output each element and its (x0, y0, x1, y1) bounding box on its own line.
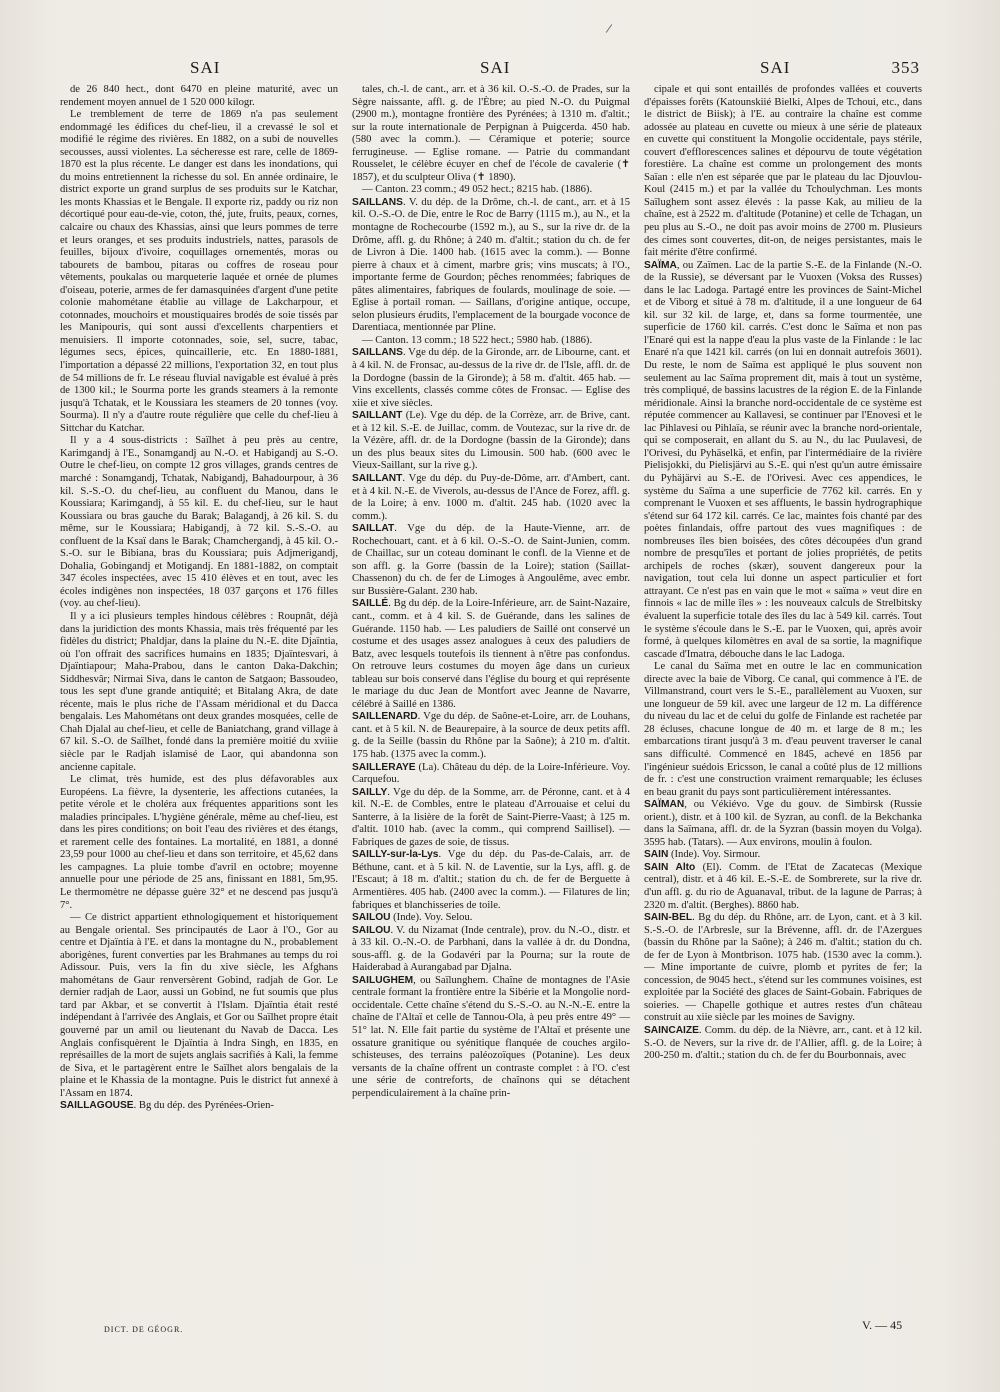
paragraph: SAILLAT. Vge du dép. de la Haute-Vienne, arr. de Rochechouart, cant. et à 6 kil. O.-S.-O. de Saint-Junien, comm. de Chaillac, sur un coteau dominant le confl. de la Vienne et de son affl. g. la Gorre (bassin de la Loire); station (Saillat-Chassenon) du ch. de fer de Limoges à Angoulême, avec embr. sur Bussière-Galant. 230 hab. (352, 523, 630, 597)
paragraph: SAILLANS. V. du dép. de la Drôme, ch.-l. de cant., arr. et à 15 kil. O.-S.-O. de Die, entre le Roc de Barry (1115 m.), au N., et la montagne de Rochecourbe (1592 m.), au S., sur la rive dr. de la Drôme, affl. g. du Rhône; à 240 m. d'altit.; station du ch. de fer de Livron à Die. 1400 hab. (1615 avec la comm.). — Bonne pierre à chaux et à ciment, marbre gris; vins muscats; à l'O., importante ferme de Gourdon; pêches renommées; fabriques de pâtes alimentaires, fabriques de foulards, moulinage de soie. — Eglise à portail roman. — Saillans, d'origine antique, occupe, selon plusieurs érudits, l'emplacement de la bourgade voconce de Darentiaca, mentionnée par Pline. (352, 196, 630, 334)
paragraph: SAILLÉ. Bg du dép. de la Loire-Inférieure, arr. de Saint-Nazaire, cant., comm. et à 4 kil. S. de Guérande, dans les salines de Guérande. 1150 hab. — Les paludiers de Saillé ont conservé un costume et des usages assez analogues à ceux des paludiers de Batz, avec lesquels toutefois ils tiennent à n'être pas confondus. On retrouve leurs costumes du moyen âge dans un curieux tableau sur bois conservé dans l'église du bourg et qui représente le mariage du duc Jean de Montfort avec Jeanne de Navarre, célébré à Saillé en 1386. (352, 598, 630, 710)
header-left-word: SAI (190, 58, 221, 77)
entry-headword: SAILLENARD (352, 711, 418, 723)
paragraph: SAÏMA, ou Zaïmen. Lac de la partie S.-E. de la Finlande (N.-O. de la Russie), se déversant par le Vuoxen (Voksa des Russes) dans le lac Ladoga. Partagé entre les provinces de Saint-Michel et de Viborg et situé à 78 m. d'altitude, il a une longueur de 64 kil. sur 32 kil. de large, et, dans sa forme tourmentée, une superficie de 1760 kil. carrés. C'est donc le Saïma et non pas l'Enaré qui est la nappe d'eau la plus vaste de la Finlande : le lac Enaré n'a que 1421 kil. carrés (on lui en donnait autrefois 3601). Du reste, le nom de Saïma est appliqué le plus souvent non seulement au lac Saïma proprement dit, mais à tout un système, très compliqué, de bassins lacustres de la région E. de la Finlande méridionale. Ainsi la branche nord-occidentale de ce système est réputée commencer au Kallavesi, se continuer par l'Enovesi et le lac Pihlavesi ou Pihlaïa, se réunir avec la branche nord-orientale, qui se composerait, en allant du S. au N., du lac Puulavesi, de l'Orivesi, du Pyhäselkä, et enfin, par l'intermédiaire de la rivière Pielisjokki, du Pielisjärvi au S.-E. qui n'est qu'un autre émissaire du Pyhäjärvi au S.-E. de l'Orivesi. Avec ces appendices, le système du Saïma a une superficie de 7762 kil. carrés. En y comprenant le Vuoxen et ses affluents, le bassin hydrographique s'étend sur 64 172 kil. carrés. Ce lac, maintes fois chanté par des poètes finlandais, offre partout des vues magnifiques : de nombreuses îles bien boisées, des côtes découpées d'un grand nombre de presqu'îles et portant de jolies propriétés, de petits archipels de roches (skær), souvent dangereux pour la navigation, tout cela lui donne un aspect particulier et fort attrayant. Ce n'est pas en vain que le mot « saïma » veut dire en finnois « lac de mille îles » : les nouveaux calculs de Strelbitsky évaluent la superficie totale des îles du lac à 549 kil. carrés. Tout le système s'écoule dans le S.-E. par le Vuoxen, qui, après avoir formé, à quelques kilomètres en aval de sa sortie, la magnifique cascade d'Imatra, débouche dans le lac Ladoga. (644, 259, 922, 660)
paragraph: SAILLAGOUSE. Bg du dép. des Pyrénées-Orien- (60, 1100, 274, 1112)
paragraph: tales, ch.-l. de cant., arr. et à 36 kil. O.-S.-O. de Prades, sur la Sègre naissante, affl. g. de l'Èbre; au pied N.-O. du Puigmal (2900 m.), montagne frontière des Pyrénées; à 1310 m. d'altit.; sur la route internationale de Perpignan à Puigcerda. 450 hab. (580 avec la comm.). — Céramique et poterie; source ferrugineuse. — Eglise romane. — Patrie du commandant Rousselet, le célèbre écuyer en chef de l'école de cavalerie (✝ 1857), et du sculpteur Oliva (✝ 1890). (352, 84, 630, 183)
paragraph: Le canal du Saïma met en outre le lac en communication directe avec la baie de Viborg. Ce canal, qui commence à l'E. de Villmanstrand, court vers le S.-E., parallèlement au Vuoxen, sur une longueur de 59 kil. avec une largeur de 12 m. La différence du niveau du lac et de celui du golfe de Finlande est rachetée par 28 écluses, chacune longue de 40 m. et large de 8 m.; les embarcations tirant jusqu'à 3 m. d'eau peuvent traverser le canal sans difficulté. Commencé en 1845, achevé en 1856 par l'ingénieur suédois Ericsson, le canal a coûté plus de 12 millions de fr. : c'est une construction vraiment remarquable; les écluses en beau granit du pays sont particulièrement intéressantes. (644, 661, 922, 798)
paragraph: Le tremblement de terre de 1869 n'a pas seulement endommagé les édifices du chef-lieu, il a crevassé le sol et modifié le régime des rivières. En 1882, on a subi de nouvelles secousses, aussi violentes. La sécheresse est rare, celle de 1869-1870 est la plus récente. Le danger est dans les inondations, qui du moins entretiennent la richesse du sol. En année ordinaire, le district exporte un grand surplus de ses produits sur le Katchar, les monts Khassias et le Bengale. Il exporte riz, paddy ou riz non décortiqué pour eau-de-vie, coton, thé, jute, fruits, peaux, cornes, calcaire ou chaux des Khassias, ainsi que leurs pommes de terre et leurs oranges, et ses produits industriels, nattes, parasols de feuilles, bijoux d'ivoire, coquillages ornementés, moras ou tabourets de bambou, pitaras ou coffres de roseau pour vêtements, poukalas ou marqueterie laquée et ornée de plumes d'oiseau, poterie, armes de fer damasquinées d'argent d'une petite colonie mahométane établie au village de Lakcharpour, et cotonnades, mouchoirs et moustiquaires brodés de soie tissés par les Manipouris, qui sont aussi d'excellents charpentiers et menuisiers. Il importe cotonnades, soie, sel, sucre, tabac, légumes secs, épices, quincaillerie, etc. En 1880-1881, l'importation a dépassé 22 millions, l'exportation 32, en tout plus de 54 millions de fr. Le réseau fluvial navigable est évalué à près de 1300 kil.; le Sourma porte les grands steamers à la remonte jusqu'à Tchatak, et le Koussiara les steamers de 20 tonnes (voy. Sourma). Il n'y a d'autre route régulière que celle du chef-lieu à Sittchar du Katchar. (60, 109, 338, 434)
text-columns (60, 84, 926, 1316)
paragraph: SAIN (Inde). Voy. Sirmour. (644, 849, 761, 861)
running-header (60, 58, 920, 82)
entry-headword: SAIN (644, 849, 669, 861)
paragraph: SAILUGHEM, ou Saïlunghem. Chaîne de montagnes de l'Asie centrale formant la frontière entre la Sibérie et la Mongolie nord-occidentale. Cette chaîne s'étend du S.-S.-O. au N.-N.-E. entre la chaîne de l'Altaï et celle de Tannou-Ola, à peu près entre 49° — 51° lat. N. Elle fait partie du système de l'Altaï et présente une ossature granitique ou syénitique flanquée de couches argilo-schisteuses, des terrains paléozoïques (Potanine). Les deux versants de la chaîne offrent un contraste complet : à l'O. c'est une série de contreforts, de chaînons qui se détachent perpendiculairement à la chaîne prin- (352, 974, 630, 1099)
pencil-mark (606, 24, 613, 33)
column-3 (644, 84, 922, 1316)
entry-headword: SAILLY-sur-la-Lys (352, 849, 439, 861)
entry-headword: SAILLAT (352, 523, 395, 535)
paragraph: — Canton. 13 comm.; 18 522 hect.; 5980 hab. (1886). (362, 334, 593, 346)
footer-volume-sheet: V. — 45 (862, 1318, 903, 1332)
paragraph: SAILLERAYE (La). Château du dép. de la Loire-Inférieure. Voy. Carquefou. (352, 761, 630, 786)
entry-headword: SAILLANS (352, 196, 403, 208)
paragraph: SAÏMAN, ou Vékiévo. Vge du gouv. de Simbirsk (Russie orient.), distr. et à 100 kil. de Syzran, au confl. de la Bekchanka dans la Saïmana, affl. dr. de la Syzran (bassin moyen du Volga). 3595 hab. (Tatars). — Aux environs, moulin à foulon. (644, 799, 922, 848)
column-1 (60, 84, 338, 1316)
entry-headword: SAINCAIZE (644, 1025, 699, 1037)
entry-headword: SAILLY (352, 786, 388, 798)
paragraph: Le climat, très humide, est des plus défavorables aux Européens. La fièvre, la dysenterie, les affections cutanées, la petite vérole et le choléra aux fréquentes apparitions sont les maladies principales. L'hygiène générale, même au chef-lieu, est dans les pires conditions; on boit l'eau des rivières et des étangs, et rarement celle des fontaines. La mortalité, en 1881, a donné 23,59 pour 1000 au chef-lieu et dans son territoire, et 45,62 dans les campagnes. La pluie tombe d'avril en octobre; moyenne annuelle pour une période de 25 ans, finissant en 1881, 5m,95. Le thermomètre ne dépasse guère 32° et ne descend pas jusqu'à 7°. (60, 774, 338, 911)
entry-headword: SAILLANS (352, 347, 403, 359)
entry-headword: SAIN Alto (644, 861, 696, 873)
entry-headword: SAILLERAYE (352, 761, 416, 773)
paragraph: SAIN Alto (El). Comm. de l'Etat de Zacatecas (Mexique central), distr. et à 46 kil. E.-S.-E. de Sombrerete, sur la rive dr. d'un affl. g. du rio de Aguanaval, tribut. de la lagune de Parras; à 2320 m. d'altit. (Berghes). 8860 hab. (644, 861, 922, 911)
entry-headword: SAILUGHEM (352, 974, 414, 986)
paragraph: SAILLANT. Vge du dép. du Puy-de-Dôme, arr. d'Ambert, cant. et à 4 kil. N.-E. de Viverols, au-dessus de l'Ance de Forez, affl. g. de la Loire; à env. 1000 m. d'altit. 245 hab. (1020 avec la comm.). (352, 472, 630, 522)
paragraph: SAILLANT (Le). Vge du dép. de la Corrèze, arr. de Brive, cant. et à 12 kil. S.-E. de Juillac, comm. de Voutezac, sur la rive dr. de la Vézère, affl. dr. de la Dordogne (bassin de la Gironde); dans un des plus beaux sites du Limousin. 500 hab. (600 avec le Vieux-Saillant, sur la rive g.). (352, 410, 630, 472)
paragraph: Il y a ici plusieurs temples hindous célèbres : Roupnât, déjà dans la juridiction des monts Khassia, mais très fréquenté par les fidèles du district; Phaldjar, dans la plaine du N.-E. dite Djaïntia, où l'on offrait des sacrifices humains en 1835; Djaïntesvari, à Djaïntiapour; Maha-Prabou, dans le canton Daka-Dakchin; Siddhesvâr; Nirmai Siva, dans le canton de Satgaon; Bassoudeo, tous les sept d'une grande antiquité; et Bitalang Akra, de date récente, mais le plus riche de l'Assam méridional et du Dacca bengalais. Les Mahométans ont deux grandes mosquées, celle de Chah Djalal au chef-lieu, et celle de Baniatchang, grand village à 67 kil. S.-O. de Saïlhet, fondé dans la première moitié du xviiie siècle par le Radjah islamisé de Laor, qui abandonna son ancienne capitale. (60, 610, 338, 773)
entry-headword: SAÏMA (644, 259, 677, 271)
paragraph: SAILLANS. Vge du dép. de la Gironde, arr. de Libourne, cant. et à 4 kil. N. de Fronsac, au-dessus de la rive dr. de l'Isle, affl. dr. de la Dordogne (bassin de la Gironde); à 58 m. d'altit. 465 hab. — Vins excellents, classés comme côtes de Fronsac. — Eglise des xiie et xive siècles. (352, 347, 630, 409)
paragraph: SAILLY-sur-la-Lys. Vge du dép. du Pas-de-Calais, arr. de Béthune, cant. et à 5 kil. N. de Laventie, sur la Lys, affl. g. de l'Escaut; à 18 m. d'altit.; station du ch. de fer de Berguette à Armentières. 405 hab. (2400 avec la comm.). — Filatures de lin; fabriques et blanchisseries de toile. (352, 849, 630, 911)
paragraph: de 26 840 hect., dont 6470 en pleine maturité, avec un rendement moyen annuel de 1 520 000 kilogr. (60, 84, 338, 108)
header-right-word: SAI (760, 58, 791, 77)
paragraph: SAILOU. V. du Nizamat (Inde centrale), prov. du N.-O., distr. et à 33 kil. O.-N.-O. de Parbhani, dans la vallée à dr. du Dondna, sous-affl. g. de la Godavéri par la Pourna; sur la route de Haiderabad à Aurangabad par Djalna. (352, 924, 630, 974)
paragraph: SAILLENARD. Vge du dép. de Saône-et-Loire, arr. de Louhans, cant. et à 5 kil. N. de Beaurepaire, à la source de deux petits affl. g. de la Seille (bassin du Rhône par la Saône); à 210 m. d'altit. 175 hab. (1375 avec la comm.). (352, 711, 630, 760)
entry-headword: SAILOU (352, 924, 391, 936)
entry-headword: SAILOU (352, 912, 391, 924)
entry-headword: SAILLAGOUSE (60, 1100, 134, 1112)
entry-headword: SAILLANT (352, 472, 403, 484)
paragraph: — Canton. 23 comm.; 49 052 hect.; 8215 hab. (1886). (362, 184, 593, 196)
paragraph: Il y a 4 sous-districts : Saïlhet à peu près au centre, Karimgandj à l'E., Sonamgandj au N.-O. et Habigandj au S.-O. Outre le chef-lieu, on compte 12 gros villages, grands centres de marché : Sonamgandj, Tchatak, Nabigandj, Bahadourpour, à 36 kil. S.-S.-O. du chef-lieu, au confluent du Manou, dans le Koussiara; Karimgandj, à 55 kil. E. du chef-lieu, sur le haut Koussiara ou bras gauche du Barak; Balagandj, à 26 kil. S. du même, sur le Koussiara; Habigandj, à 72 kil. S.-S.-O. au confluent de la Ksaï dans le Barak; Chamchergandj, à 45 kil. O.-S.-O. sur le Bibiana, bras du Koussiara; puis Adjmerigandj, Dohalia, Gobingandj et Motigandj. En 1881-1882, on comptait 347 écoles inspectées, avec 15 410 élèves et en tout, avec les écoles indigènes non inspectées, 18 037 garçons et 176 filles (voy. au chef-lieu). (60, 435, 338, 610)
entry-headword: SAIN-BEL (644, 912, 693, 924)
entry-headword: SAILLANT (352, 410, 403, 422)
paragraph: SAILLY. Vge du dép. de la Somme, arr. de Péronne, cant. et à 4 kil. N.-E. de Combles, entre le plateau d'Arrouaise et celui du Santerre, à la lisière de la forêt de Saint-Pierre-Vaast; à 125 m. d'altit. 1010 hab. (avec la comm., qui comprend Saillisel). — Fabriques de gazes de soie, de tissus. (352, 786, 630, 848)
header-center-word: SAI (480, 58, 511, 77)
footer-signature: DICT. DE GÉOGR. (104, 1325, 184, 1334)
column-2 (352, 84, 630, 1316)
page-number: 353 (891, 58, 920, 77)
entry-headword: SAILLÉ (352, 598, 389, 610)
paragraph: SAINCAIZE. Comm. du dép. de la Nièvre, arr., cant. et à 12 kil. S.-O. de Nevers, sur la rive dr. de l'Allier, affl. g. de la Loire; à 200-250 m. d'altit.; station du ch. de fer du Bourbonnais, avec (644, 1025, 922, 1062)
entry-headword: SAÏMAN (644, 799, 685, 811)
paragraph: SAIN-BEL. Bg du dép. du Rhône, arr. de Lyon, cant. et à 3 kil. S.-S.-O. de l'Arbresle, sur la Brévenne, affl. dr. de l'Azergues (bassin du Rhône par la Saône); à 246 m. d'altit.; station du ch. de fer de Lyon à Montbrison. 1075 hab. (1530 avec la comm.). — Mine importante de cuivre, plomb et pyrites de fer; la concession, de 9045 hect., s'étend sur les communes voisines, est exploitée par la Société des glaces de Saint-Gobain. Fabriques de soieries. — Chapelle gothique et autres restes d'un château construit au xiie siècle par les moines de Savigny. (644, 912, 922, 1024)
paragraph: — Ce district appartient ethnologiquement et historiquement au Bengale oriental. Ses principautés de Laor à l'O., Gor au centre et Djaïntia à l'E. et dans la montagne du N., probablement aborigènes, furent converties par les Brahmanes au temps du roi Adissour. Puis, vers la fin du xive siècle, les Afghans mahométans de Gaur renversèrent Gobind, radjah de Gor. Le dernier radjah de Laor, aussi un Gobind, ne fut soumis que plus tard par Akbar, et se convertit à l'Islam. Djaïntia était resté indépendant à l'arrivée des Anglais, et Gor ou Saïlhet propre était gouverné par un amil ou lieutenant du Navab de Dacca. Les Anglais confisquèrent le Djaïntia à Indra Singh, en 1835, en représailles de la mort de sujets anglais sacrifiés à Kali, la femme de Siva, et le partagèrent entre le Saïlhet alors bengalais de la plaine et le Khassia de la montagne. Puis le district fut annexé à l'Assam en 1874. (60, 912, 338, 1099)
paragraph: cipale et qui sont entaillés de profondes vallées et couverts d'épaisses forêts (Katounskiié Bielki, Alpes de Tchoui, etc., dans le district de Biisk); à l'E. au contraire la chaîne est comme adossée au plateau en cuvette ou mieux à une série de plateaux en cuvette qui constituent la Mongolie occidentale, pays stérile, couvert d'efflorescences salines et dépourvu de toute végétation forestière. La chaîne est comme un prolongement des monts Saïan : elle n'en est séparée que par le plateau du lac Djouvlou-Koul (2415 m.) et par la vallée du Tchoulychman. Les monts Saïlughem sont assez élevés : la passe Kak, au milieu de la chaîne, est à 2522 m. d'altitude (Potanine) et celle de Tchagan, un peu plus au S.-O., ne doit pas avoir moins de 2700 m. Plusieurs des cimes sont couvertes, dit-on, de neiges persistantes, mais le fait mérite d'être confirmé. (644, 84, 922, 259)
paragraph: SAILOU (Inde). Voy. Selou. (352, 912, 473, 924)
